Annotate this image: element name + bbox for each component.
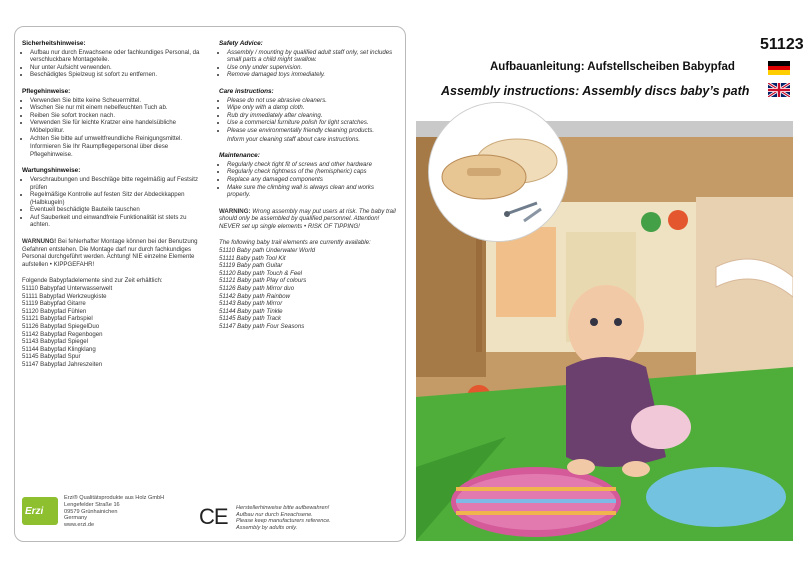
list-item: 51147 Baby path Four Seasons [219,323,305,330]
company-address [64,495,164,529]
en-safety-item: • Remove damaged toys immediately. [227,71,396,79]
de-care-item: • Achten Sie bitte auf umweltfreundliche Reinigungsmittel. [30,135,207,143]
de-care-section [22,88,207,158]
list-item: 51145 Babypfad Spur [22,353,81,361]
en-safety-heading: Safety Advice: [219,40,263,47]
en-warning-text: Wrong assembly may put users at risk. The baby trail should only be assembled by qualified personnel. Attention! NEVER set up single elements • RISK OF TIPPING! [219,207,396,230]
article-number: 51123 [760,36,804,53]
en-care-item: • Please use environmentally friendly cleaning products. [227,127,396,135]
en-care-item: • Wipe only with a damp cloth. [227,104,396,112]
de-warning [22,238,207,268]
list-item: 51144 Babypfad Klingklang [22,345,96,353]
erzi-logo [22,497,58,525]
de-element-list [22,277,207,368]
en-maintenance-item: • Regularly check tightness of the (hemispheric) caps [227,168,396,176]
en-element-list [219,239,396,330]
en-list-heading: The following baby trail elements are currently available: [219,239,371,247]
list-item: 51110 Babypfad Unterwasserwelt [22,285,113,293]
notice-line: Herstellerhinweise bitte aufbewahren! [236,505,330,511]
notice-line: Assembly by adults only. [236,524,298,531]
english-column [219,40,396,331]
de-list-heading: Folgende Babypfadelemente sind zur Zeit erhältlich: [22,277,163,285]
de-safety-section [22,40,207,79]
list-item: 51120 Babypfad Fühlen [22,307,87,315]
de-care-note: Informieren Sie Ihr Raumpflegepersonal über diese Pflegehinweise. [30,143,169,158]
de-care-item: • Wischen Sie nur mit einem nebelfeuchten Tuch ab. [30,104,207,112]
list-item: 51126 Babypfad SpiegelDuo [22,323,100,330]
en-care-section [219,88,396,143]
en-maintenance-heading: Maintenance: [219,152,260,160]
de-warning-text: Bei fehlerhafter Montage können bei der Benutzung Gefahren entstehen. Die Montage darf nur durch fachkundiges Personal durchgeführt werden. Achtung! NIE einzelne Elemente aufstellen • KIPPGEFAHR! [22,238,198,268]
logo-text: Erzi [25,506,44,517]
en-warning-label: WARNING: [219,207,251,215]
german-column [22,40,207,369]
detail-inset [428,102,568,242]
de-care-item: • Reiben Sie sofort trocken nach. [30,112,207,120]
de-care-item: • Verwenden Sie bitte keine Scheuermittel. [30,97,207,105]
en-care-item: • Rub dry immediately after cleaning. [227,112,396,120]
list-item: 51144 Baby path Tinkle [219,307,283,315]
list-item: 51143 Baby path Mirror [219,300,283,308]
company-line: 09579 Grünhainichen [64,508,118,515]
de-safety-item: • Nur unter Aufsicht verwenden. [30,64,207,72]
list-item: 51119 Baby path Guitar [219,262,283,270]
manufacturer-notice [236,505,331,531]
en-care-item: • Use a commercial furniture polish for light scratches. [227,119,396,127]
en-warning [219,208,396,231]
company-line: Lengefelder Straße 16 [64,501,120,508]
de-maintenance-item: • Regelmäßige Kontrolle auf festen Sitz der Abdeckkappen (Halbkugeln) [30,191,207,206]
en-maintenance-item: • Make sure the climbing wall is always clean and works properly. [227,184,396,199]
title-german: Aufbauanleitung: Aufstellscheiben Babypfad [490,61,735,73]
en-maintenance-section [219,152,396,199]
list-item: 51111 Babypfad Werkzeugkiste [22,292,107,300]
en-care-note: Inform your cleaning staff about care instructions. [227,135,361,143]
list-item: 51110 Baby path Underwater World [219,247,315,255]
list-item: 51143 Babypfad Spiegel [22,338,88,346]
list-item: 51119 Babypfad Gitarre [22,300,86,308]
ce-mark: CE [199,504,228,529]
company-line: www.erzi.de [64,522,95,529]
de-maintenance-section [22,167,207,229]
de-care-heading: Pflegehinweise: [22,87,71,95]
en-maintenance-item: • Replace any damaged components [227,176,396,184]
en-care-heading: Care instructions: [219,87,274,95]
en-safety-section [219,40,396,79]
de-care-item: • Verwenden Sie für leichte Kratzer eine handelsübliche Möbelpolitur. [30,119,207,134]
en-safety-item: • Assembly / mounting by qualified adult staff only, set includes small parts a child might swallow. [227,49,396,64]
company-line: Germany [64,515,88,522]
de-safety-item: • Aufbau nur durch Erwachsene oder fachkundiges Personal, da verschluckbare Montageteile. [30,49,207,64]
en-maintenance-item: • Regularly check tight fit of screws and other hardware [227,161,396,169]
list-item: 51147 Babypfad Jahreszeiten [22,360,103,368]
list-item: 51121 Babypfad Farbspiel [22,315,93,323]
uk-flag-icon [768,83,790,97]
list-item: 51121 Baby path Play of colours [219,277,307,285]
list-item: 51142 Baby path Rainbow [219,292,291,300]
list-item: 51142 Babypfad Regenbogen [22,330,103,338]
en-care-item: • Please do not use abrasive cleaners. [227,97,396,105]
company-line: Erzi® Qualitätsprodukte aus Holz GmbH [64,495,165,501]
list-item: 51126 Baby path Mirror duo [219,285,295,293]
list-item: 51145 Baby path Track [219,315,282,323]
german-flag-icon [768,61,790,75]
de-maintenance-item: • Eventuell beschädigte Bauteile tauschen [30,206,207,214]
de-safety-item: • Beschädigtes Spielzeug ist sofort zu entfernen. [30,71,207,79]
title-english: Assembly instructions: Assembly discs baby’s path [441,84,750,98]
de-safety-heading: Sicherheitshinweise: [22,40,86,47]
de-maintenance-heading: Wartungshinweise: [22,167,81,175]
list-item: 51120 Baby path Touch & Feel [219,269,303,277]
notice-line: Aufbau nur durch Erwachsene. [236,511,313,518]
list-item: 51111 Baby path Tool Kit [219,254,286,262]
de-maintenance-item: • Auf Sauberkeit und einwandfreie Funktionalität ist stets zu achten. [30,214,207,229]
de-warning-label: WARNUNG! [22,238,57,246]
de-maintenance-item: • Verschraubungen und Beschläge bitte regelmäßig auf Festsitz prüfen [30,176,207,191]
notice-line: Please keep manufacturers reference. [236,518,331,525]
en-safety-item: • Use only under supervision. [227,64,396,72]
